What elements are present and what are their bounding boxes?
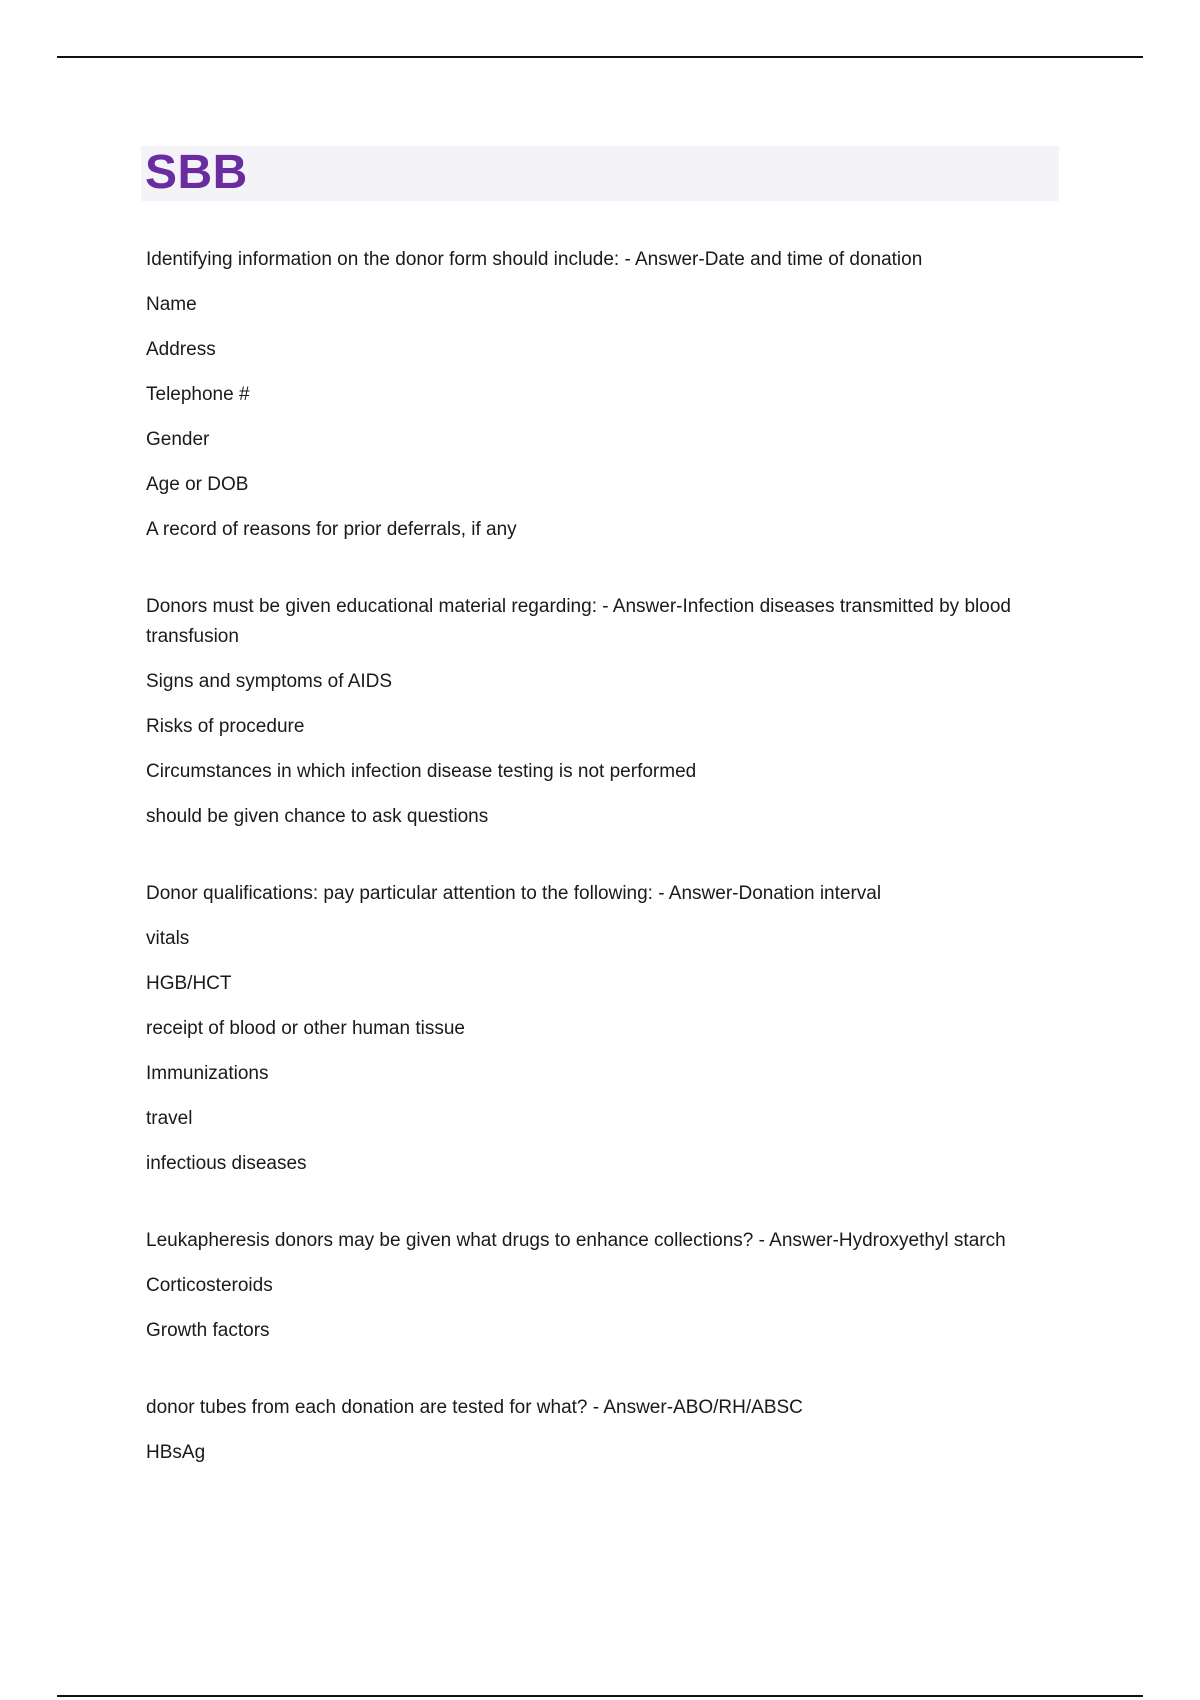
answer-item: HBsAg <box>146 1442 206 1463</box>
qa-entry <box>146 245 1066 545</box>
answer-item: travel <box>146 1108 193 1129</box>
header-rule <box>57 56 1143 58</box>
qa-entry <box>146 592 1066 832</box>
qa-entry <box>146 1393 1066 1468</box>
answer-item: Gender <box>146 429 210 450</box>
document-body <box>146 245 1066 1483</box>
question-text: Donors must be given educational material regarding: - Answer-Infection diseases transmitted by blood transfusion <box>146 596 1011 647</box>
answer-item: Corticosteroids <box>146 1275 273 1296</box>
qa-entry <box>146 879 1066 1179</box>
question-text: Donor qualifications: pay particular attention to the following: - Answer-Donation interval <box>146 883 882 904</box>
answer-item: Circumstances in which infection disease testing is not performed <box>146 761 697 782</box>
answer-item: HGB/HCT <box>146 973 232 994</box>
answer-item: Growth factors <box>146 1320 270 1341</box>
answer-item: Signs and symptoms of AIDS <box>146 671 393 692</box>
footer-rule <box>57 1695 1143 1697</box>
question-text: donor tubes from each donation are tested for what? - Answer-ABO/RH/ABSC <box>146 1397 803 1418</box>
answer-item: vitals <box>146 928 190 949</box>
answer-item: Address <box>146 339 216 360</box>
answer-item: Telephone # <box>146 384 250 405</box>
answer-item: should be given chance to ask questions <box>146 806 489 827</box>
qa-entry <box>146 1226 1066 1346</box>
answer-item: Immunizations <box>146 1063 269 1084</box>
answer-item: Age or DOB <box>146 474 249 495</box>
answer-item: infectious diseases <box>146 1153 307 1174</box>
question-text: Leukapheresis donors may be given what drugs to enhance collections? - Answer-Hydroxyethyl starch <box>146 1230 1006 1251</box>
document-title: SBB <box>145 146 248 199</box>
answer-item: A record of reasons for prior deferrals, if any <box>146 519 517 540</box>
answer-item: receipt of blood or other human tissue <box>146 1018 465 1039</box>
question-text: Identifying information on the donor form should include: - Answer-Date and time of donation <box>146 249 923 270</box>
title-banner <box>141 146 1059 201</box>
answer-item: Risks of procedure <box>146 716 305 737</box>
answer-item: Name <box>146 294 197 315</box>
